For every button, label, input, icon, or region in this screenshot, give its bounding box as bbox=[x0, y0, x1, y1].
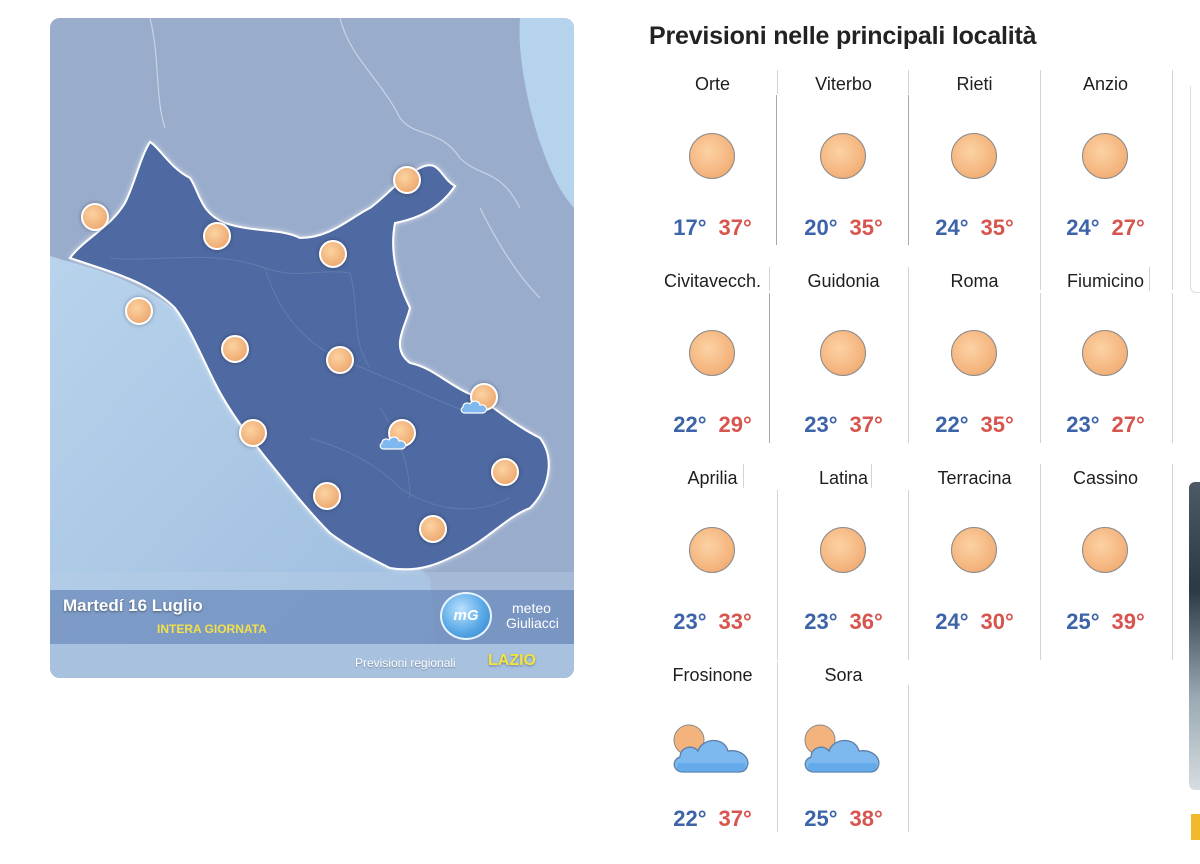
temp-max: 39° bbox=[1111, 609, 1145, 634]
sun-icon bbox=[951, 133, 997, 179]
logo-text-line1: meteo bbox=[512, 600, 551, 616]
sun-icon bbox=[689, 330, 735, 376]
map-sun-icon bbox=[491, 458, 519, 486]
sun-cloud-icon bbox=[800, 722, 886, 778]
location-name: Guidonia bbox=[807, 271, 880, 291]
map-sun-icon bbox=[221, 335, 249, 363]
temp-min: 25° bbox=[804, 806, 838, 831]
temp-max: 37° bbox=[849, 412, 883, 437]
location-name: Aprilia bbox=[687, 468, 738, 488]
temp-min: 24° bbox=[935, 609, 969, 634]
temperature-range bbox=[909, 215, 1040, 241]
map-footer-label: Previsioni regionali bbox=[355, 656, 456, 670]
forecast-cell-viterbo[interactable] bbox=[778, 68, 909, 265]
location-name: Roma bbox=[950, 271, 999, 291]
side-card-edge bbox=[1190, 86, 1200, 293]
temperature-range bbox=[778, 609, 909, 635]
temperature-range bbox=[647, 609, 778, 635]
map-cloud-icon bbox=[378, 434, 408, 450]
temp-min: 24° bbox=[935, 215, 969, 240]
location-name: Rieti bbox=[956, 74, 993, 94]
temp-max: 35° bbox=[980, 412, 1014, 437]
location-name: Latina bbox=[818, 468, 869, 488]
location-name: Viterbo bbox=[815, 74, 872, 94]
temp-max: 27° bbox=[1111, 412, 1145, 437]
region-map[interactable] bbox=[50, 18, 574, 678]
temp-max: 29° bbox=[718, 412, 752, 437]
temperature-range bbox=[909, 609, 1040, 635]
location-name: Terracina bbox=[937, 468, 1012, 488]
map-period: INTERA GIORNATA bbox=[157, 622, 267, 636]
side-button-edge[interactable] bbox=[1191, 814, 1200, 840]
temp-min: 23° bbox=[804, 609, 838, 634]
map-sun-icon bbox=[319, 240, 347, 268]
forecast-cell-latina[interactable] bbox=[778, 462, 909, 659]
sun-icon bbox=[689, 527, 735, 573]
temp-max: 37° bbox=[718, 806, 752, 831]
temperature-range bbox=[1040, 215, 1171, 241]
location-name: Fiumicino bbox=[1066, 271, 1145, 291]
temperature-range bbox=[1040, 412, 1171, 438]
forecast-cell-guidonia[interactable] bbox=[778, 265, 909, 462]
temperature-range bbox=[647, 806, 778, 832]
temperature-range bbox=[778, 806, 909, 832]
map-sun-icon bbox=[125, 297, 153, 325]
column-divider bbox=[1172, 70, 1173, 290]
map-cloud-icon bbox=[459, 398, 489, 414]
map-region-name: LAZIO bbox=[488, 652, 536, 669]
map-sun-icon bbox=[419, 515, 447, 543]
map-sun-icon bbox=[81, 203, 109, 231]
temp-min: 22° bbox=[673, 412, 707, 437]
map-sun-icon bbox=[313, 482, 341, 510]
forecast-cell-aprilia[interactable] bbox=[647, 462, 778, 659]
location-name: Cassino bbox=[1072, 468, 1139, 488]
forecast-cell-anzio[interactable] bbox=[1040, 68, 1171, 265]
temp-min: 23° bbox=[673, 609, 707, 634]
temperature-range bbox=[647, 412, 778, 438]
sun-icon bbox=[951, 527, 997, 573]
temp-max: 38° bbox=[849, 806, 883, 831]
location-name: Orte bbox=[694, 74, 730, 94]
location-name: Anzio bbox=[1082, 74, 1129, 94]
meteo-giuliacci-logo-icon: mG bbox=[440, 592, 492, 640]
forecast-cell-orte[interactable] bbox=[647, 68, 778, 265]
sun-icon bbox=[689, 133, 735, 179]
location-name: Civitavecch. bbox=[663, 271, 762, 291]
sun-icon bbox=[951, 330, 997, 376]
column-divider bbox=[1172, 464, 1173, 660]
temp-min: 23° bbox=[1066, 412, 1100, 437]
forecast-cell-civitavecchia[interactable] bbox=[647, 265, 778, 462]
temp-max: 36° bbox=[849, 609, 883, 634]
temperature-range bbox=[778, 215, 909, 241]
map-sun-icon bbox=[326, 346, 354, 374]
forecast-cell-frosinone[interactable] bbox=[647, 659, 778, 856]
sun-cloud-icon bbox=[669, 722, 755, 778]
temp-min: 22° bbox=[935, 412, 969, 437]
temp-max: 30° bbox=[980, 609, 1014, 634]
temperature-range bbox=[647, 215, 778, 241]
temp-min: 25° bbox=[1066, 609, 1100, 634]
temp-min: 23° bbox=[804, 412, 838, 437]
forecast-title: Previsioni nelle principali località bbox=[649, 22, 1037, 50]
sun-icon bbox=[1082, 330, 1128, 376]
column-divider bbox=[1172, 293, 1173, 443]
forecast-cell-cassino[interactable] bbox=[1040, 462, 1171, 659]
temp-min: 20° bbox=[804, 215, 838, 240]
location-name: Sora bbox=[824, 665, 863, 685]
map-date: Martedí 16 Luglio bbox=[63, 596, 203, 615]
location-name: Frosinone bbox=[672, 665, 753, 685]
forecast-cell-terracina[interactable] bbox=[909, 462, 1040, 659]
forecast-cell-fiumicino[interactable] bbox=[1040, 265, 1171, 462]
temperature-range bbox=[778, 412, 909, 438]
temp-max: 33° bbox=[718, 609, 752, 634]
temp-max: 35° bbox=[980, 215, 1014, 240]
lazio-map-image bbox=[50, 18, 574, 678]
map-sun-icon bbox=[393, 166, 421, 194]
sun-icon bbox=[1082, 527, 1128, 573]
map-sun-icon bbox=[239, 419, 267, 447]
logo-text-line2: Giuliacci bbox=[506, 615, 559, 631]
forecast-cell-roma[interactable] bbox=[909, 265, 1040, 462]
sun-icon bbox=[820, 527, 866, 573]
temp-min: 24° bbox=[1066, 215, 1100, 240]
temperature-range bbox=[909, 412, 1040, 438]
temp-max: 27° bbox=[1111, 215, 1145, 240]
temp-max: 35° bbox=[849, 215, 883, 240]
sun-icon bbox=[1082, 133, 1128, 179]
sun-icon bbox=[820, 330, 866, 376]
map-sun-icon bbox=[203, 222, 231, 250]
sun-icon bbox=[820, 133, 866, 179]
logo-text bbox=[506, 601, 559, 631]
forecast-cell-rieti[interactable] bbox=[909, 68, 1040, 265]
side-image-edge[interactable] bbox=[1189, 482, 1200, 790]
temp-min: 22° bbox=[673, 806, 707, 831]
temp-min: 17° bbox=[673, 215, 707, 240]
temp-max: 37° bbox=[718, 215, 752, 240]
temperature-range bbox=[1040, 609, 1171, 635]
forecast-cell-sora[interactable] bbox=[778, 659, 909, 856]
